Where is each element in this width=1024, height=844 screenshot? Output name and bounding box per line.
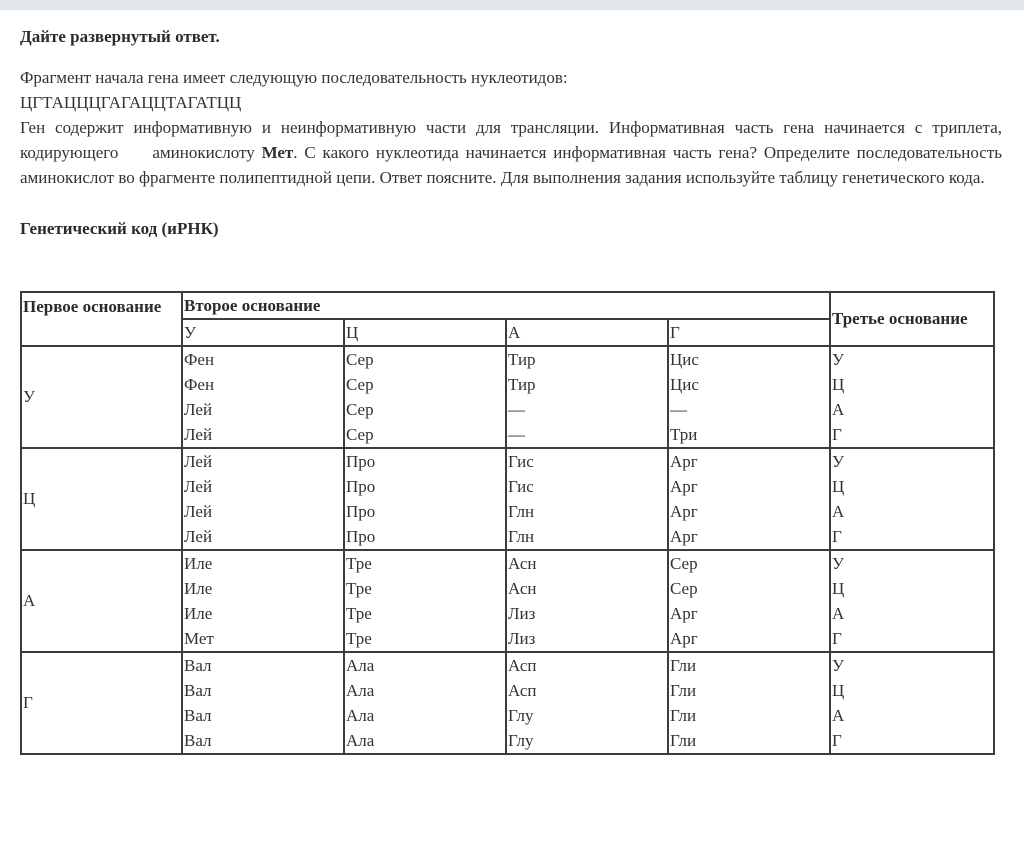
amino-acid-column-u bbox=[182, 448, 344, 550]
second-base-u: У bbox=[182, 319, 344, 346]
first-base-a: А bbox=[21, 550, 182, 652]
amino-acid-cell: Арг bbox=[670, 502, 698, 521]
table-row bbox=[21, 550, 994, 652]
task-body-part3: . С какого нуклеотида начинается информативная часть гена? Определите последовательность аминокислот во фрагменте полипептидной цепи. Ответ поясните. Для выполнения задания используйте таблицу генетического кода. bbox=[20, 143, 1003, 187]
amino-acid-cell: Лей bbox=[184, 400, 213, 419]
amino-acid-cell: Тре bbox=[346, 604, 372, 623]
amino-acid-column-g bbox=[668, 550, 830, 652]
third-base-cell: Ц bbox=[832, 579, 845, 598]
amino-acid-cell: — bbox=[508, 425, 525, 444]
amino-acid-cell: Гли bbox=[670, 731, 697, 750]
amino-acid-column-a bbox=[506, 448, 668, 550]
amino-acid-cell: Тре bbox=[346, 629, 372, 648]
amino-acid-cell: Фен bbox=[184, 375, 215, 394]
amino-acid-cell: Ала bbox=[346, 731, 375, 750]
amino-acid-cell: Цис bbox=[670, 350, 699, 369]
amino-acid-cell: Арг bbox=[670, 477, 698, 496]
amino-acid-cell: — bbox=[508, 400, 525, 419]
amino-acid-cell: Про bbox=[346, 527, 376, 546]
amino-acid-cell: Гли bbox=[670, 681, 697, 700]
amino-acid-cell: Лей bbox=[184, 477, 213, 496]
amino-acid-column-g bbox=[668, 448, 830, 550]
amino-acid-cell: Лей bbox=[184, 502, 213, 521]
amino-acid-cell: Лей bbox=[184, 425, 213, 444]
amino-acid-cell: Лей bbox=[184, 527, 213, 546]
amino-acid-cell: Гли bbox=[670, 706, 697, 725]
third-base-cell: Г bbox=[832, 425, 842, 444]
task-body-part1: Ген содержит информативную и неинформативную части для трансляции. Информативная часть гена начинается с триплета, кодирующего bbox=[20, 118, 1002, 162]
header-third-base: Третье основание bbox=[830, 292, 994, 346]
amino-acid-cell: Иле bbox=[184, 554, 213, 573]
amino-acid-cell: Фен bbox=[184, 350, 215, 369]
amino-acid-cell: Арг bbox=[670, 604, 698, 623]
amino-acid-cell: Арг bbox=[670, 452, 698, 471]
amino-acid-cell: Сер bbox=[670, 554, 698, 573]
amino-acid-cell: Ала bbox=[346, 706, 375, 725]
amino-acid-cell: Асп bbox=[508, 681, 537, 700]
amino-acid-cell: Тре bbox=[346, 579, 372, 598]
amino-acid-column-u bbox=[182, 652, 344, 754]
table-row bbox=[21, 346, 994, 448]
header-second-base: Второе основание bbox=[182, 292, 830, 319]
third-base-column bbox=[830, 652, 994, 754]
second-base-c: Ц bbox=[344, 319, 506, 346]
amino-acid-cell: Три bbox=[670, 425, 698, 444]
amino-acid-column-a bbox=[506, 652, 668, 754]
amino-acid-cell: Гли bbox=[670, 656, 697, 675]
nucleotide-sequence: ЦГТАЦЦЦГАГАЦЦТАГАТЦЦ bbox=[20, 93, 242, 112]
third-base-cell: Ц bbox=[832, 477, 845, 496]
amino-acid-cell: Глн bbox=[508, 527, 535, 546]
amino-acid-cell: Сер bbox=[346, 400, 374, 419]
top-bar bbox=[0, 0, 1024, 10]
third-base-cell: У bbox=[832, 350, 845, 369]
amino-acid-cell: Гис bbox=[508, 477, 534, 496]
amino-acid-column-c bbox=[344, 448, 506, 550]
third-base-cell: А bbox=[832, 604, 845, 623]
amino-acid-cell: Глн bbox=[508, 502, 535, 521]
task-body-bold: Мет bbox=[261, 143, 294, 162]
third-base-cell: Г bbox=[832, 527, 842, 546]
third-base-cell: Ц bbox=[832, 375, 845, 394]
amino-acid-cell: Лей bbox=[184, 452, 213, 471]
amino-acid-cell: Вал bbox=[184, 706, 212, 725]
task-body bbox=[20, 115, 1002, 190]
amino-acid-column-a bbox=[506, 550, 668, 652]
third-base-cell: А bbox=[832, 706, 845, 725]
amino-acid-cell: Сер bbox=[346, 375, 374, 394]
third-base-cell: А bbox=[832, 400, 845, 419]
amino-acid-cell: Цис bbox=[670, 375, 699, 394]
third-base-cell: У bbox=[832, 452, 845, 471]
amino-acid-cell: Вал bbox=[184, 656, 212, 675]
amino-acid-cell: Мет bbox=[184, 629, 214, 648]
table-row bbox=[21, 652, 994, 754]
task-content bbox=[20, 26, 1002, 240]
amino-acid-cell: — bbox=[670, 400, 687, 419]
amino-acid-cell: Тре bbox=[346, 554, 372, 573]
third-base-cell: У bbox=[832, 554, 845, 573]
amino-acid-column-c bbox=[344, 652, 506, 754]
third-base-cell: А bbox=[832, 502, 845, 521]
first-base-g: Г bbox=[21, 652, 182, 754]
amino-acid-column-u bbox=[182, 346, 344, 448]
task-intro: Фрагмент начала гена имеет следующую последовательность нуклеотидов: bbox=[20, 68, 568, 87]
third-base-column bbox=[830, 448, 994, 550]
amino-acid-column-a bbox=[506, 346, 668, 448]
first-base-u: У bbox=[21, 346, 182, 448]
table-row bbox=[21, 448, 994, 550]
third-base-cell: Ц bbox=[832, 681, 845, 700]
header-first-base: Первое основание bbox=[21, 292, 182, 346]
task-heading: Дайте развернутый ответ. bbox=[20, 27, 220, 46]
amino-acid-cell: Асн bbox=[508, 554, 537, 573]
amino-acid-cell: Асп bbox=[508, 656, 537, 675]
amino-acid-cell: Иле bbox=[184, 604, 213, 623]
amino-acid-cell: Арг bbox=[670, 629, 698, 648]
task-body-part2: аминокислоту bbox=[152, 143, 255, 162]
amino-acid-column-g bbox=[668, 652, 830, 754]
amino-acid-cell: Глу bbox=[508, 731, 534, 750]
third-base-cell: Г bbox=[832, 731, 842, 750]
first-base-c: Ц bbox=[21, 448, 182, 550]
amino-acid-cell: Арг bbox=[670, 527, 698, 546]
amino-acid-cell: Ала bbox=[346, 656, 375, 675]
table-title: Генетический код (иРНК) bbox=[20, 219, 219, 238]
amino-acid-cell: Иле bbox=[184, 579, 213, 598]
amino-acid-cell: Про bbox=[346, 477, 376, 496]
amino-acid-cell: Ала bbox=[346, 681, 375, 700]
second-base-g: Г bbox=[668, 319, 830, 346]
amino-acid-cell: Про bbox=[346, 452, 376, 471]
amino-acid-column-u bbox=[182, 550, 344, 652]
third-base-column bbox=[830, 550, 994, 652]
third-base-cell: У bbox=[832, 656, 845, 675]
amino-acid-column-c bbox=[344, 346, 506, 448]
table-body bbox=[21, 346, 994, 754]
amino-acid-cell: Вал bbox=[184, 731, 212, 750]
amino-acid-cell: Сер bbox=[346, 425, 374, 444]
third-base-cell: Г bbox=[832, 629, 842, 648]
amino-acid-cell: Лиз bbox=[508, 629, 536, 648]
amino-acid-cell: Сер bbox=[670, 579, 698, 598]
amino-acid-column-c bbox=[344, 550, 506, 652]
amino-acid-cell: Сер bbox=[346, 350, 374, 369]
amino-acid-cell: Тир bbox=[508, 375, 536, 394]
amino-acid-cell: Лиз bbox=[508, 604, 536, 623]
amino-acid-cell: Вал bbox=[184, 681, 212, 700]
amino-acid-column-g bbox=[668, 346, 830, 448]
second-base-a: А bbox=[506, 319, 668, 346]
amino-acid-cell: Асн bbox=[508, 579, 537, 598]
amino-acid-cell: Гис bbox=[508, 452, 534, 471]
amino-acid-cell: Тир bbox=[508, 350, 536, 369]
amino-acid-cell: Про bbox=[346, 502, 376, 521]
genetic-code-table bbox=[20, 291, 995, 755]
amino-acid-cell: Глу bbox=[508, 706, 534, 725]
third-base-column bbox=[830, 346, 994, 448]
